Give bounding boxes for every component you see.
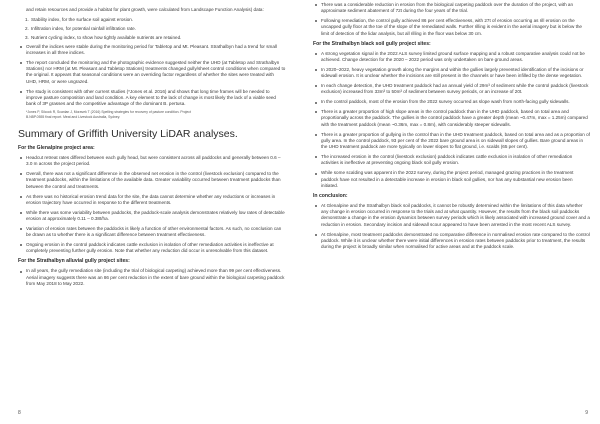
list-item: At Glenalpine and the Strathalbyn black soil paddocks, it cannot be robustly determined within the limitations of this data whether any change in erosion occurred in response to the trials and at what quantity. However, the results from the black soil paddocks demonstrate a change in the erosion dynamics between survey periods which is likely associated with increased ground cover and a reduction in erosion. Secondary incision and sidewall scour appeared to have been arrested in the most recent ALS survey. bbox=[313, 203, 590, 228]
list-item: As there was no historical erosion trend data for the site, the data cannot determine whether any reductions or increases in erosion trajectory have occurred in response to the different treatments. bbox=[18, 194, 286, 207]
conclusion-list bbox=[313, 203, 590, 251]
page-number: 8 bbox=[18, 410, 21, 416]
findings-list bbox=[18, 44, 286, 108]
page-right bbox=[300, 0, 600, 424]
footnote: *Jones P, Silcock R, Scanlan J, Moravek T (2016) Spelling strategies for recovery of pasture condition. Project B.NBP.0555 final report. Meat and Livestock Australia, Sydney. bbox=[26, 110, 191, 119]
list-item: 1. Stability index, for the surface soil against erosion. bbox=[25, 16, 134, 22]
subheading-glenalpine: For the Glenalpine project area: bbox=[18, 144, 95, 151]
list-item: A strong vegetation signal in the 2022 ALS survey limited ground surface mapping and a robust comparative analysis could not be achieved. Change detection for the 2020 – 2022 period was only undertaken on bare ground areas. bbox=[313, 51, 590, 64]
list-item: 3. Nutrient cycling index, to show how tightly available nutrients are retained. bbox=[25, 34, 182, 40]
list-item: Variation of erosion rates between the paddocks is likely a function of other environmental factors. As such, no conclusion can be drawn as to whether there is a significant difference between treatment effectiveness. bbox=[18, 226, 286, 239]
alluvial-continued-list bbox=[313, 2, 590, 37]
list-item: In 2020–2022, heavy vegetation growth along the margins and within the gullies largely prevented identification of the incisions or sidewall erosion. It is unclear whether the incisions are still present in the channels or have been infilled by the dense vegetation. bbox=[313, 67, 590, 80]
list-item: There was a considerable reduction in erosion from the biological carpeting paddock over the duration of the project, with an approximate sediment abatement of 72t during the four years of the trial. bbox=[313, 2, 590, 15]
list-item: The report concluded the monitoring and the photographic evidence suggested neither the UHD (at Tabletop and Strathalbyn Stations) nor HRM (at Mt. Pleasant and Tabletop Stations) treatments changed gully/sheet control conditions when compared to the original. It appears that seasonal conditions were an overriding factor regardless of whether the sites were treated with UHD, HRM, or were ungrazed. bbox=[18, 60, 286, 85]
list-item: Ongoing erosion in the control paddock indicates cattle exclusion in isolation of other remediation activities is ineffective at completely preventing further gully erosion. Note that whether any reduction did occur is unresolvable from this dataset. bbox=[18, 242, 286, 255]
subheading-strathalbyn-alluvial: For the Strathalbyn alluvial gully project sites: bbox=[18, 258, 130, 265]
list-item: The increased erosion in the control (livestock exclusion) paddock indicates cattle exclusion in isolation of other remediation activities is ineffective at preventing ongoing black soil gully erosion. bbox=[313, 154, 590, 167]
subheading-conclusion: In conclusion: bbox=[313, 192, 348, 199]
glenalpine-list bbox=[18, 155, 286, 255]
black-soil-list bbox=[313, 51, 590, 190]
subheading-strathalbyn-black-soil: For the Strathalbyn black soil gully project sites: bbox=[313, 40, 431, 47]
list-item: In the control paddock, most of the erosion from the 2022 survey occurred as slope wash from north-facing gully sidewalls. bbox=[313, 99, 590, 105]
list-item: Headcut retreat rates differed between each gully head, but were consistent across all paddocks and generally between 0.6 – 3.0 m across the project period. bbox=[18, 155, 286, 168]
list-item: There is a greater proportion of gullying in the control than in the UHD treatment paddock, based on total area and as a proportion of gully area. In the control paddock, 93 per cent of the 2022 bare ground area is on sidewall slopes of gullies. Bare ground areas in the UHD treatment paddock are more typically on lower slopes to flat ground, i.e. scalds (65 per cent). bbox=[313, 132, 590, 151]
list-item: Overall the indices were stable during the monitoring period for Tabletop and Mt. Pleasant. Strathalbyn had a trend for small increases in all three indices. bbox=[18, 44, 286, 57]
page-number: 9 bbox=[585, 410, 588, 416]
list-item: While there was some variability between paddocks, the paddock-scale analysis demonstrates relatively low rates of detectable erosion at approximately 0.11 – 0.38t/ha. bbox=[18, 210, 286, 223]
list-item: The study is consistent with other current studies (*Jones et al. 2016) and shows that long time frames will be needed to improve pasture composition and land condition. A key element to the lack of change is most likely the lack of a viable seed bank of 3P grasses and the competitive advantage of the dominant B. pertusa. bbox=[18, 89, 286, 108]
indices-list bbox=[18, 17, 286, 41]
section-heading: Summary of Griffith University LiDAR analyses. bbox=[18, 127, 238, 140]
strathalbyn-alluvial-list bbox=[18, 268, 286, 287]
list-item: 2. Infiltration index, for potential rainfall infiltration rate. bbox=[25, 25, 136, 31]
list-item: There is a greater proportion of high slope areas in the control paddock than in the UHD paddock, based on total area and proportionally across the paddock. The gullies in the control paddock have a greater depth (mean ~0.47m, max = 1.25m) compared with the treatment paddock (mean ~0.36m, max = 0.8m), with considerably steeper sidewalls. bbox=[313, 109, 590, 128]
list-item: Overall, there was not a significant difference in the observed net erosion in the control (livestock exclusion) compared to the treatment paddocks, within the limitations of the available data. Greater variability occurred between treatment paddocks than between the control and treatments. bbox=[18, 171, 286, 190]
left-column bbox=[18, 7, 286, 291]
intro-paragraph: and retain resources and provide a habitat for plant growth, were calculated from Landscape Function Analysis) data: bbox=[26, 7, 264, 12]
list-item: In all years, the gully remediation site (including the trial of biological carpeting) achieved more than 99 per cent effectiveness. Aerial imagery suggests there was an 86 per cent reduction in the extent of bare ground within the biological carpeting paddock from May 2018 to May 2022. bbox=[18, 268, 286, 287]
list-item: Following remediation, the control gully achieved 86 per cent effectiveness, with 27t of erosion occurring as rill erosion on the uncapped gully floor at the toe of the slope of the remediated walls. Further rilling is evident in the aerial imagery but is below the limit of detection of the lidar analysis, but all rilling in the floor was below 30 cm. bbox=[313, 18, 590, 37]
right-column bbox=[313, 2, 590, 254]
list-item: At Glenalpine, most treatment paddocks demonstrated no comparative difference in normalised erosion rate compared to the control paddock. While it is unclear whether there were initial differences in erosion rates between paddocks prior to treatment, the results during the project is broadly similar when normalised for active areas and at the paddock scale. bbox=[313, 232, 590, 251]
list-item: In each change detection, the UHD treatment paddock had an annual yield of 29m³ of sediment while the control paddock (livestock exclusion) increased from 33m³ to 50m³ of sediment between survey periods, or an increase of 20t. bbox=[313, 83, 590, 96]
list-item: While some scalding was apparent in the 2022 survey, during the project period, managed grazing practices in the treatment paddock have not resulted in a detectable increase in erosion in black soil gullies, nor has any substantial new erosion been initiated. bbox=[313, 170, 590, 189]
